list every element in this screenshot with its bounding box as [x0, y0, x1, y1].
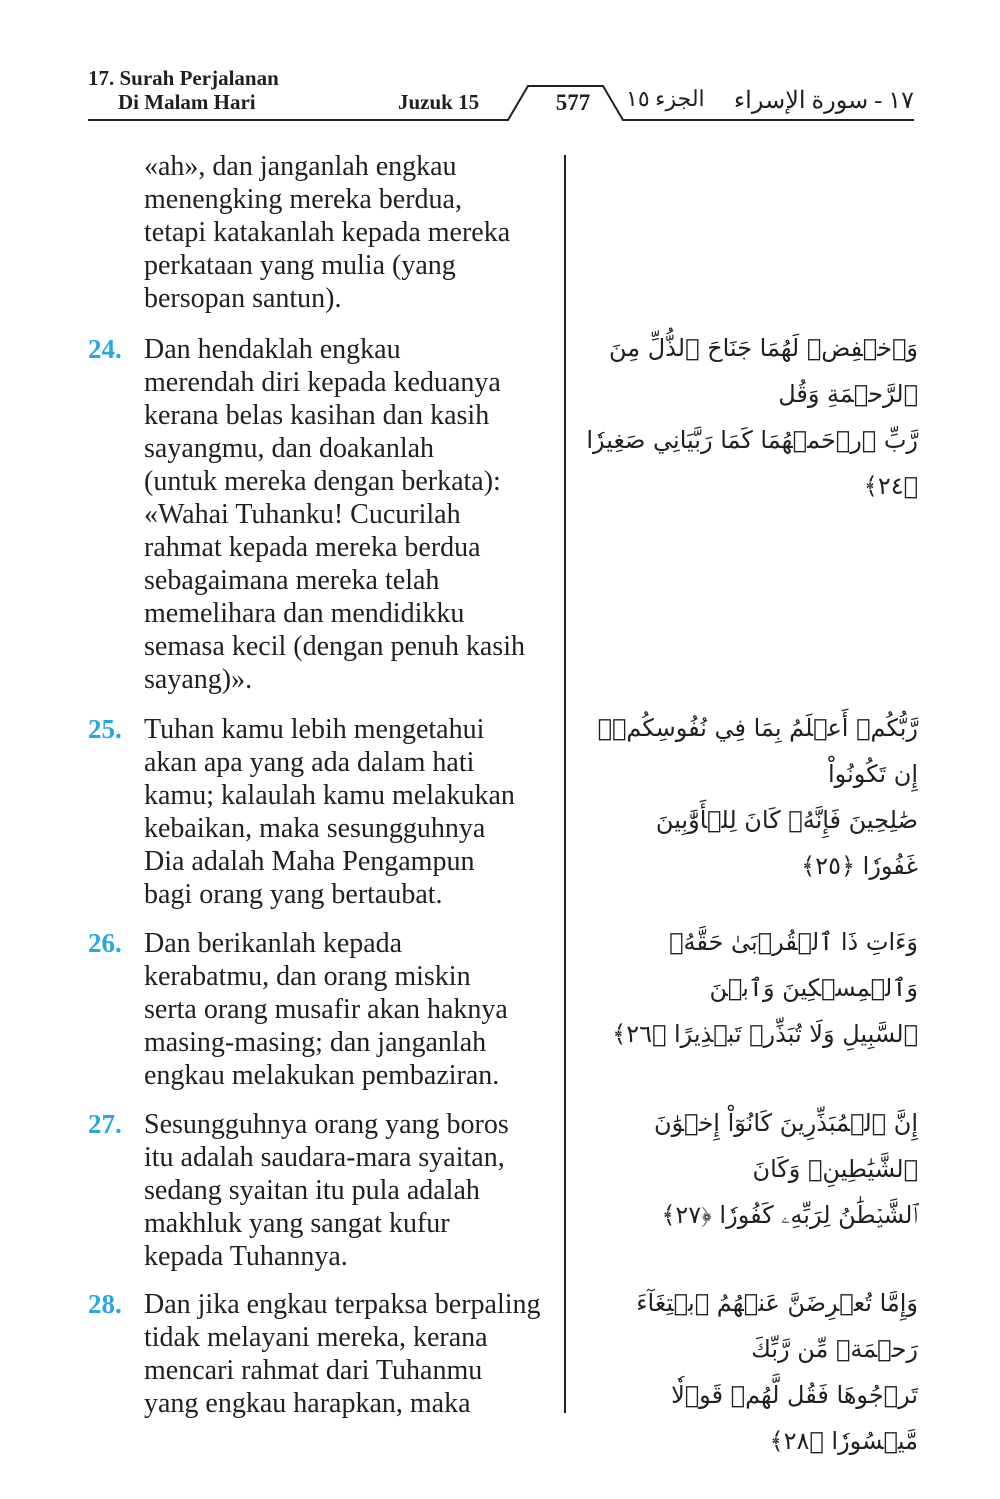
verse-26	[88, 927, 560, 1092]
verse-24	[88, 333, 560, 696]
column-divider	[564, 155, 566, 1413]
arabic-verse-26: وَءَاتِ ذَا ٱلۡقُرۡبَىٰ حَقَّهُۥ وَٱلۡمِسۡكِينَ وَٱبۡنَ ٱلسَّبِيلِ وَلَا تُبَذِّرۡ تَبۡذِيرًا ﴿٢٦﴾	[612, 928, 918, 1048]
verse-number: 26.	[88, 928, 122, 958]
verse-translation: Dan berikanlah kepada kerabatmu, dan orang miskin serta orang musafir akan haknya masing-masing; dan janganlah engkau melakukan pembaziran.	[144, 928, 508, 1091]
verse-number: 28.	[88, 1289, 122, 1319]
intro-text: «ah», dan janganlah engkau menengking mereka berdua, tetapi katakanlah kepada mereka perkataan yang mulia (yang bersopan santun).	[144, 151, 511, 314]
verse-translation: Sesungguhnya orang yang boros itu adalah saudara-mara syaitan, sedang syaitan itu pula adalah makhluk yang sangat kufur kepada Tuhannya.	[144, 1109, 509, 1272]
verse-number: 27.	[88, 1109, 122, 1139]
verse-translation: Dan hendaklah engkau merendah diri kepada keduanya kerana belas kasihan dan kasih sayangmu, dan doakanlah (untuk mereka dengan berkata): «Wahai Tuhanku! Cucurilah rahmat kepada mereka berdua sebagaimana mereka telah memelihara dan mendidikku semasa kecil (dengan penuh kasih sayang)».	[144, 334, 525, 695]
verse-translation: Dan jika engkau terpaksa berpaling tidak melayani mereka, kerana mencari rahmat dari Tuhanmu yang engkau harapkan, maka	[144, 1289, 541, 1419]
arabic-verse-27: إِنَّ ٱلۡمُبَذِّرِينَ كَانُوٓاْ إِخۡوَٰنَ ٱلشَّيَٰطِينِۖ وَكَانَ ٱلشَّيۡطَٰنُ لِرَبِّهِۦ كَفُورٗا ﴿٢٧﴾	[654, 1109, 918, 1229]
verse-27	[88, 1108, 560, 1273]
surah-title-arabic: ١٧ - سورة الإسراء	[733, 88, 914, 114]
page-number: 577	[555, 90, 591, 115]
verse-28	[88, 1288, 560, 1420]
surah-title-latin	[88, 66, 279, 114]
verse-25	[88, 713, 560, 911]
verse-number: 25.	[88, 714, 122, 744]
arabic-verse-28: وَإِمَّا تُعۡرِضَنَّ عَنۡهُمُ ٱبۡتِغَآءَ رَحۡمَةٖ مِّن رَّبِّكَ تَرۡجُوهَا فَقُل لَّهُمۡ قَوۡلٗا مَّيۡسُورٗا ﴿٢٨﴾	[636, 1289, 918, 1455]
juz-arabic: الجزء ١٥	[626, 86, 705, 111]
intro-text-block	[88, 150, 560, 315]
verse-number: 24.	[88, 334, 122, 364]
arabic-verse-25: رَّبُّكُمۡ أَعۡلَمُ بِمَا فِي نُفُوسِكُمۡۚ إِن تَكُونُواْ صَٰلِحِينَ فَإِنَّهُۥ كَانَ لِلۡأَوَّٰبِينَ غَفُورٗا ﴿٢٥﴾	[597, 714, 918, 880]
page-header	[88, 62, 914, 122]
surah-title-line2: Di Malam Hari	[118, 90, 256, 114]
surah-title-line1: 17. Surah Perjalanan	[88, 66, 279, 90]
juzuk-label: Juzuk 15	[398, 90, 480, 114]
verse-translation: Tuhan kamu lebih mengetahui akan apa yang ada dalam hati kamu; kalaulah kamu melakukan kebaikan, maka sesungguhnya Dia adalah Maha Pengampun bagi orang yang bertaubat.	[144, 714, 515, 910]
arabic-verse-24: وَٱخۡفِضۡ لَهُمَا جَنَاحَ ٱلذُّلِّ مِنَ ٱلرَّحۡمَةِ وَقُل رَّبِّ ٱرۡحَمۡهُمَا كَمَا رَبَّيَانِي صَغِيرٗا ﴿٢٤﴾	[586, 334, 918, 500]
